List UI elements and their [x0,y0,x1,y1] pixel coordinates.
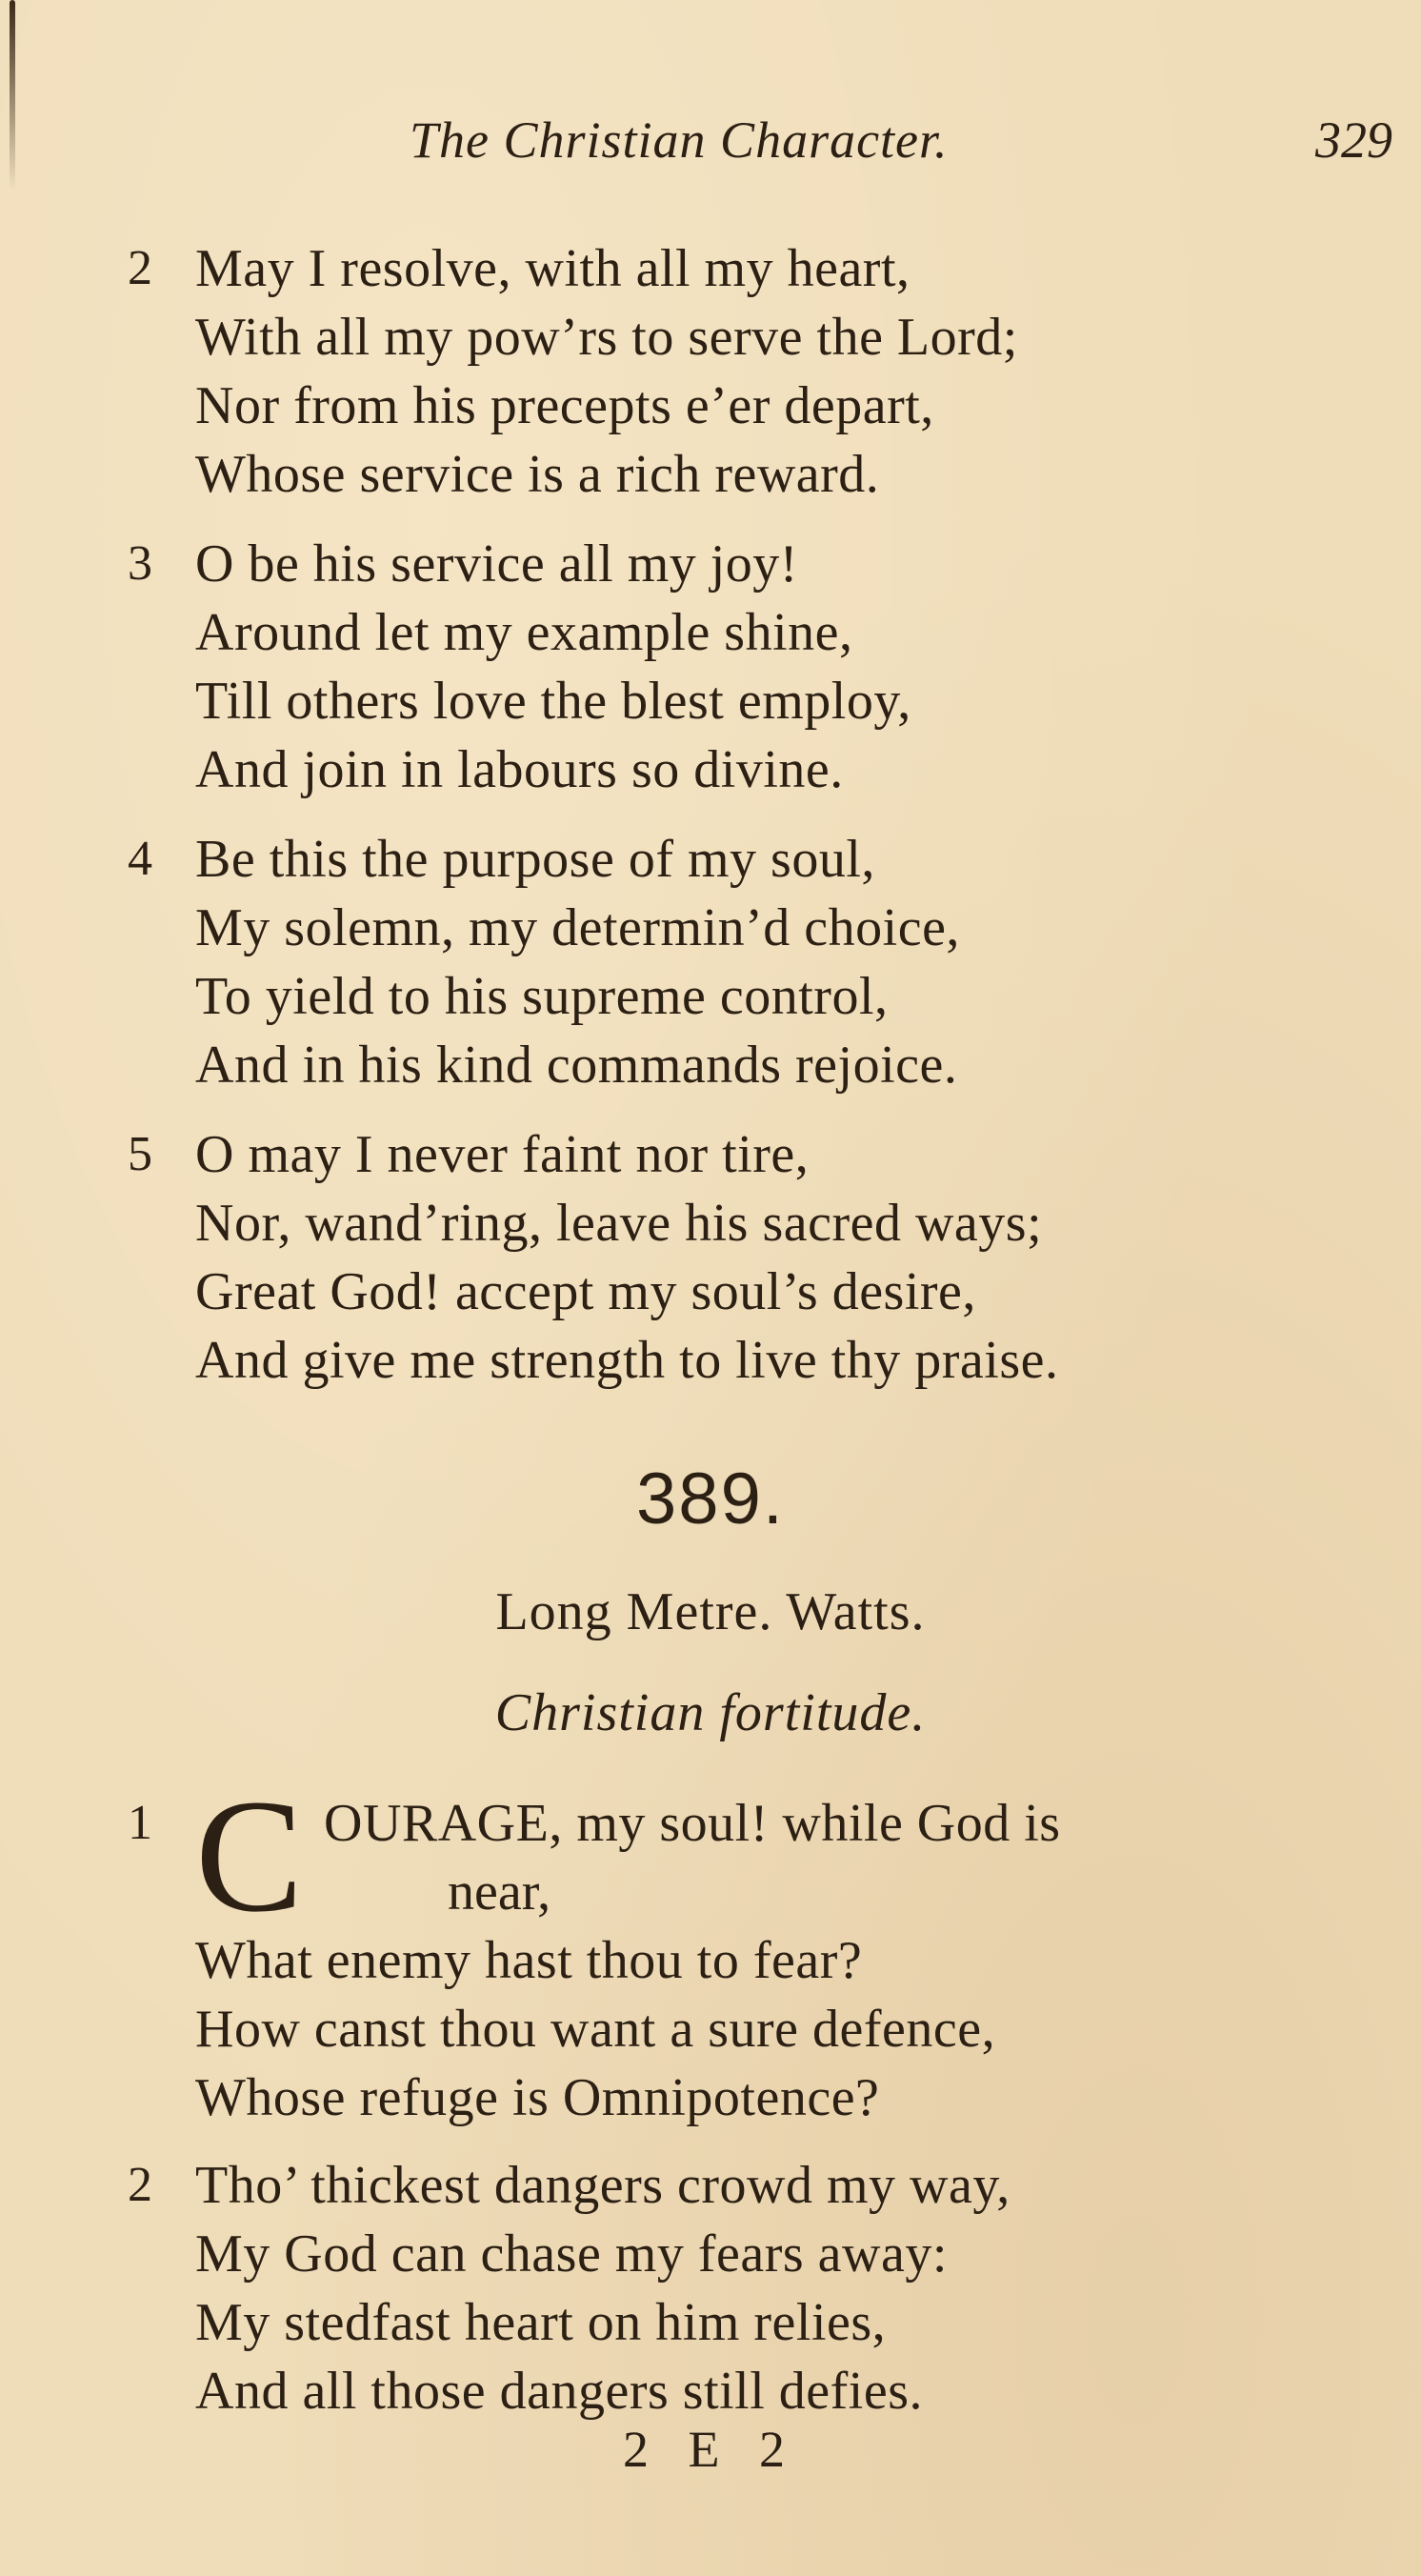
running-head [0,111,1421,187]
verse-first-line-continuation: near, [448,1862,551,1922]
verse-line: Whose refuge is Omnipotence? [195,2068,880,2127]
verse-line: My solemn, my determin’d choice, [195,898,960,957]
verse-line: And join in labours so divine. [195,740,844,799]
stanza-number: 1 [128,1796,152,1850]
verse-line: Around let my example shine, [195,603,853,662]
verse-line: Till others love the blest employ, [195,672,911,731]
verse-first-line: OURAGE, my soul! while God is [324,1794,1061,1853]
verse-line: May I resolve, with all my heart, [195,239,911,298]
verse-line: With all my pow’rs to serve the Lord; [195,308,1018,367]
verse-line: What enemy hast thou to fear? [195,1931,863,1990]
stanza-number: 3 [128,536,152,591]
hymn-meter: Long Metre. Watts. [495,1582,926,1641]
signature-mark: 2 E 2 [623,2421,798,2478]
verse-line: Tho’ thickest dangers crowd my way, [195,2156,1011,2215]
verse-line: O be his service all my joy! [195,534,798,594]
stanza-number: 4 [128,832,152,886]
hymn-subject: Christian fortitude. [494,1683,927,1742]
verse-line: And all those dangers still defies. [195,2362,924,2421]
verse-line: O may I never faint nor tire, [195,1125,810,1184]
verse-line: How canst thou want a sure defence, [195,2000,996,2059]
hymn-number: 389. [636,1459,785,1540]
verse-line: My stedfast heart on him relies, [195,2293,887,2352]
verse-line: My God can chase my fears away: [195,2224,948,2284]
verse-line: Nor, wand’ring, leave his sacred ways; [195,1194,1043,1253]
verse-line: And in his kind commands rejoice. [195,1036,958,1095]
drop-cap: C [195,1766,304,1945]
verse-line: Nor from his precepts e’er depart, [195,376,934,435]
running-title: The Christian Character. [410,111,949,169]
stanza-number: 2 [128,241,152,295]
page-number: 329 [1315,111,1392,169]
verse-line: Whose service is a rich reward. [195,445,880,504]
verse-line: Be this the purpose of my soul, [195,830,875,889]
verse-line: And give me strength to live thy praise. [195,1331,1059,1390]
stanza-number: 2 [128,2158,152,2212]
stanza-number: 5 [128,1127,152,1181]
verse-line: Great God! accept my soul’s desire, [195,1262,976,1321]
verse-line: To yield to his supreme control, [195,967,889,1026]
